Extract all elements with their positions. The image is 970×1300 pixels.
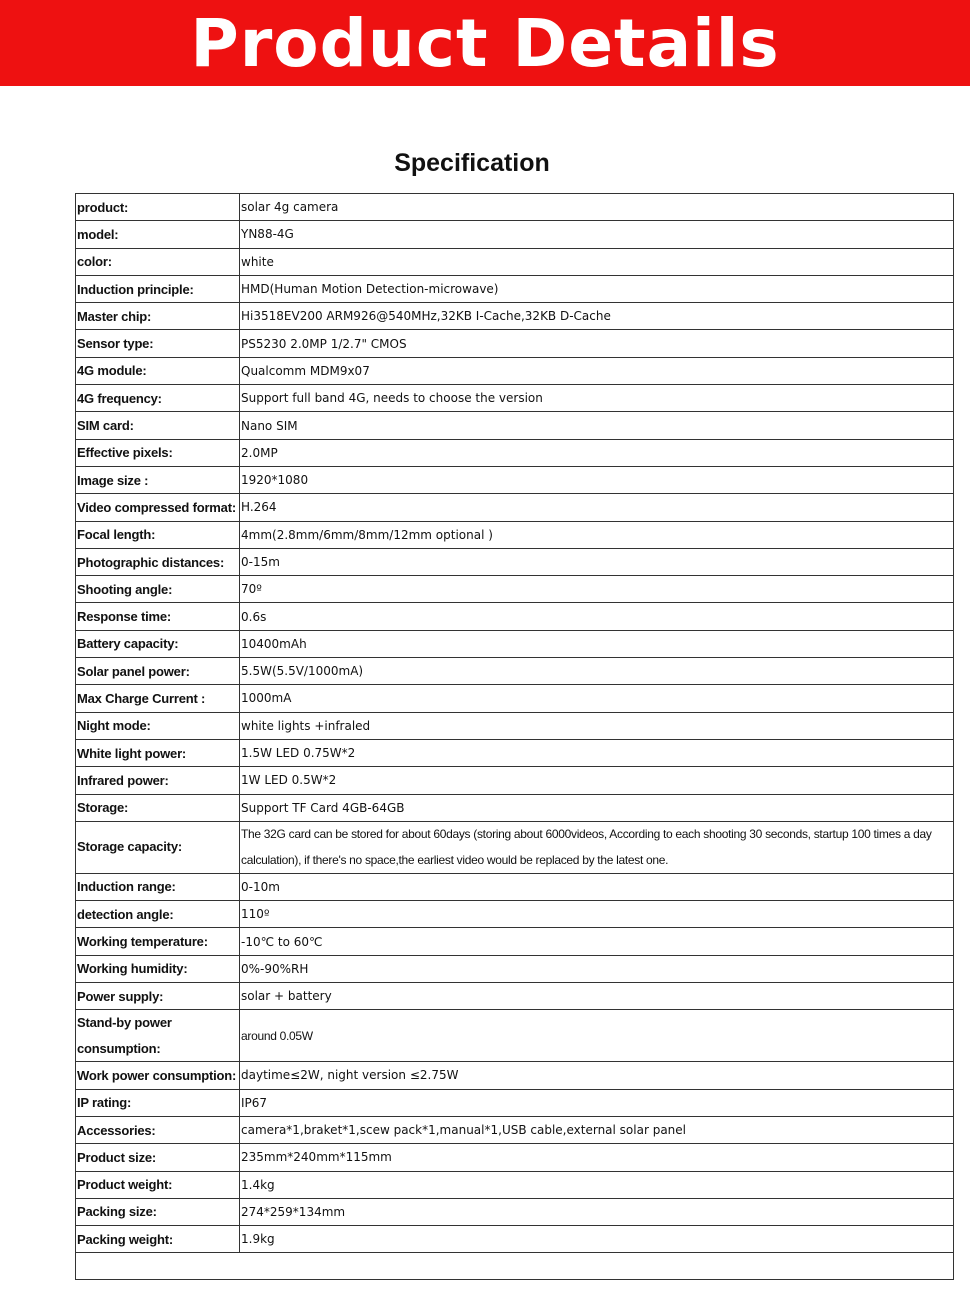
spec-label: Work power consumption: bbox=[76, 1062, 240, 1088]
spec-label: Infrared power: bbox=[76, 767, 240, 793]
spec-value: PS5230 2.0MP 1/2.7" CMOS bbox=[241, 336, 407, 351]
spec-value: HMD(Human Motion Detection-microwave) bbox=[241, 282, 499, 297]
spec-label: Master chip: bbox=[76, 303, 240, 329]
table-row bbox=[76, 494, 953, 521]
spec-label: White light power: bbox=[76, 740, 240, 766]
spec-label: Product weight: bbox=[76, 1172, 240, 1198]
spec-value: -10℃ to 60℃ bbox=[241, 934, 323, 949]
table-row bbox=[76, 713, 953, 740]
spec-label: Power supply: bbox=[76, 983, 240, 1009]
table-row bbox=[76, 928, 953, 955]
table-row bbox=[76, 358, 953, 385]
specification-heading: Specification bbox=[394, 149, 550, 177]
spec-label: color: bbox=[76, 249, 240, 275]
spec-value: camera*1,braket*1,scew pack*1,manual*1,USB cable,external solar panel bbox=[241, 1123, 687, 1138]
table-row bbox=[76, 658, 953, 685]
spec-label: IP rating: bbox=[76, 1090, 240, 1116]
spec-label: Storage capacity: bbox=[76, 822, 240, 873]
spec-value: daytime≤2W, night version ≤2.75W bbox=[241, 1068, 459, 1083]
spec-label: Storage: bbox=[76, 795, 240, 821]
spec-label: Image size : bbox=[76, 467, 240, 493]
spec-value: Nano SIM bbox=[241, 418, 298, 433]
table-row bbox=[76, 740, 953, 767]
spec-value: 70º bbox=[241, 582, 262, 597]
spec-label: Effective pixels: bbox=[76, 440, 240, 466]
spec-label: 4G module: bbox=[76, 358, 240, 384]
table-row bbox=[76, 1144, 953, 1171]
spec-value: 1W LED 0.5W*2 bbox=[241, 773, 337, 788]
table-row bbox=[76, 303, 953, 330]
spec-value: 0-15m bbox=[241, 555, 280, 569]
table-row bbox=[76, 1226, 953, 1253]
spec-label: Video compressed format: bbox=[76, 494, 240, 520]
table-row bbox=[76, 956, 953, 983]
table-row bbox=[76, 1117, 953, 1144]
spec-label: Battery capacity: bbox=[76, 631, 240, 657]
table-row bbox=[76, 874, 953, 901]
spec-value: 4mm(2.8mm/6mm/8mm/12mm optional ) bbox=[241, 527, 493, 542]
spec-value: The 32G card can be stored for about 60days (storing about 6000videos, According to each shooting 30 seconds, startup 100 times a day calculation), if there's no space,the earliest video would be replaced by the latest one. bbox=[241, 827, 932, 868]
spec-value: around 0.05W bbox=[241, 1028, 313, 1043]
spec-value: 2.0MP bbox=[241, 445, 278, 460]
spec-value: white bbox=[241, 254, 274, 269]
table-row bbox=[76, 795, 953, 822]
table-row bbox=[76, 249, 953, 276]
table-row bbox=[76, 467, 953, 494]
spec-label: Working humidity: bbox=[76, 956, 240, 982]
table-row bbox=[76, 1199, 953, 1226]
spec-value: YN88-4G bbox=[241, 227, 294, 242]
spec-value: 1000mA bbox=[241, 691, 292, 706]
spec-label: Sensor type: bbox=[76, 330, 240, 356]
banner-title: Product Details bbox=[190, 5, 780, 82]
table-row bbox=[76, 1090, 953, 1117]
spec-label: Stand-by power consumption: bbox=[76, 1010, 240, 1061]
table-row bbox=[76, 276, 953, 303]
table-row bbox=[76, 983, 953, 1010]
spec-label: Packing weight: bbox=[76, 1226, 240, 1252]
spec-value: Qualcomm MDM9x07 bbox=[241, 363, 370, 378]
table-row bbox=[76, 685, 953, 712]
spec-label: Induction principle: bbox=[76, 276, 240, 302]
spec-value: Hi3518EV200 ARM926@540MHz,32KB I-Cache,32KB D-Cache bbox=[241, 309, 611, 324]
table-row bbox=[76, 1010, 953, 1062]
spec-label: Packing size: bbox=[76, 1199, 240, 1225]
spec-value: 110º bbox=[241, 907, 270, 922]
spec-label: Shooting angle: bbox=[76, 576, 240, 602]
spec-label: 4G frequency: bbox=[76, 385, 240, 411]
spec-label: model: bbox=[76, 221, 240, 247]
table-row bbox=[76, 440, 953, 467]
table-row bbox=[76, 412, 953, 439]
table-row bbox=[76, 603, 953, 630]
table-row bbox=[76, 901, 953, 928]
spec-value: 274*259*134mm bbox=[241, 1204, 346, 1219]
spec-label: Working temperature: bbox=[76, 928, 240, 954]
spec-table bbox=[75, 193, 954, 1280]
spec-label: Solar panel power: bbox=[76, 658, 240, 684]
spec-label: Photographic distances: bbox=[76, 549, 240, 575]
spec-label: Accessories: bbox=[76, 1117, 240, 1143]
spec-label: detection angle: bbox=[76, 901, 240, 927]
table-row bbox=[76, 576, 953, 603]
spec-value: 5.5W(5.5V/1000mA) bbox=[241, 664, 364, 679]
spec-value: 235mm*240mm*115mm bbox=[241, 1150, 392, 1165]
table-row bbox=[76, 1172, 953, 1199]
spec-label: Focal length: bbox=[76, 522, 240, 548]
spec-value: solar 4g camera bbox=[241, 200, 339, 215]
spec-value: 1.5W LED 0.75W*2 bbox=[241, 746, 356, 761]
spec-value: solar + battery bbox=[241, 989, 332, 1004]
spec-value: IP67 bbox=[241, 1095, 268, 1110]
spec-value: 1.9kg bbox=[241, 1232, 275, 1247]
table-row bbox=[76, 221, 953, 248]
spec-label: Max Charge Current : bbox=[76, 685, 240, 711]
spec-value: 0.6s bbox=[241, 609, 267, 624]
table-row bbox=[76, 822, 953, 874]
spec-label: SIM card: bbox=[76, 412, 240, 438]
spec-value: 0%-90%RH bbox=[241, 961, 309, 976]
table-row bbox=[76, 522, 953, 549]
table-row bbox=[76, 385, 953, 412]
table-row bbox=[76, 330, 953, 357]
spec-value: white lights +infraled bbox=[241, 718, 371, 733]
spec-value: Support TF Card 4GB-64GB bbox=[241, 800, 405, 815]
table-row bbox=[76, 194, 953, 221]
spec-value: H.264 bbox=[241, 500, 277, 515]
header-banner bbox=[0, 0, 970, 86]
spec-value: 1920*1080 bbox=[241, 473, 309, 488]
spec-value: 0-10m bbox=[241, 879, 280, 894]
spec-value: 10400mAh bbox=[241, 636, 307, 651]
spec-value: Support full band 4G, needs to choose the version bbox=[241, 391, 543, 406]
spec-label: Product size: bbox=[76, 1144, 240, 1170]
spec-label: product: bbox=[76, 194, 240, 220]
table-row bbox=[76, 1062, 953, 1089]
table-row bbox=[76, 631, 953, 658]
spec-label: Night mode: bbox=[76, 713, 240, 739]
spec-label: Induction range: bbox=[76, 874, 240, 900]
table-row bbox=[76, 549, 953, 576]
spec-value: 1.4kg bbox=[241, 1177, 275, 1192]
table-row bbox=[76, 767, 953, 794]
spec-label: Response time: bbox=[76, 603, 240, 629]
